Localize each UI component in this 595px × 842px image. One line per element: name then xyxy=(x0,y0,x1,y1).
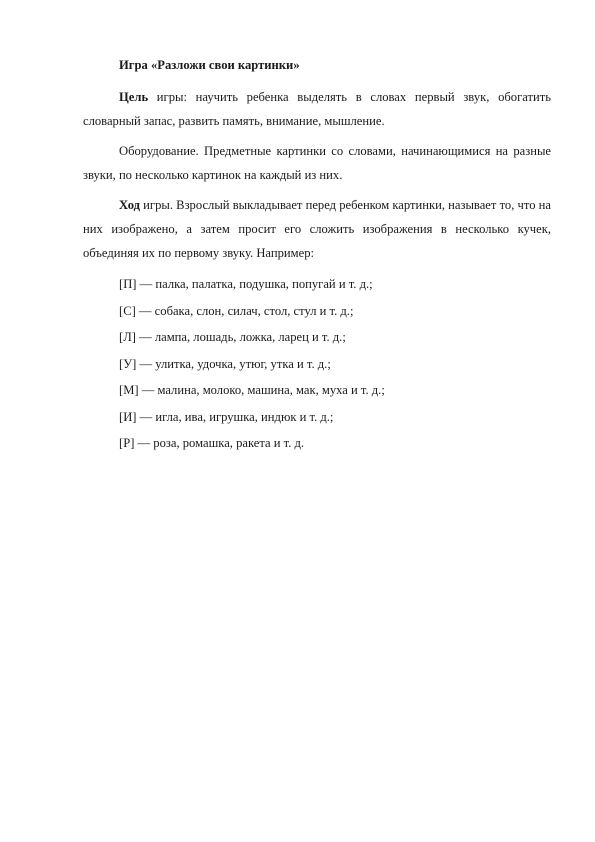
document-body xyxy=(83,55,551,457)
goal-paragraph xyxy=(83,85,551,133)
game-title: Игра «Разложи свои картинки» xyxy=(119,58,300,72)
procedure-text: игры. Взрослый выкладывает перед ребенком картинки, называет то, что на них изображено, а затем просит его сложить изображения в несколько кучек, объединяя их по первому звуку. Например: xyxy=(83,198,551,260)
procedure-lead-word: Ход xyxy=(119,198,141,212)
example-item-p: [П] — палка, палатка, подушка, попугай и т. д.; xyxy=(119,277,373,291)
equipment-paragraph xyxy=(83,139,551,187)
goal-lead-word: Цель xyxy=(119,90,149,104)
goal-text: игры: научить ребенка выделять в словах первый звук, обогатить словарный запас, развить память, внимание, мышление. xyxy=(83,90,551,128)
example-item-s: [С] — собака, слон, силач, стол, стул и т. д.; xyxy=(119,303,354,318)
example-item-u: [У] — улитка, удочка, утюг, утка и т. д.; xyxy=(119,356,331,371)
example-item-r: [Р] — роза, ромашка, ракета и т. д. xyxy=(119,436,305,450)
example-item-m: [М] — малина, молоко, машина, мак, муха и т. д.; xyxy=(119,383,385,397)
examples-list xyxy=(83,271,551,457)
procedure-paragraph xyxy=(83,193,551,265)
example-item-i: [И] — игла, ива, игрушка, индюк и т. д.; xyxy=(119,409,334,424)
example-item-l: [Л] — лампа, лошадь, ложка, ларец и т. д.; xyxy=(119,330,346,344)
equipment-text: Оборудование. Предметные картинки со словами, начинающимися на разные звуки, по несколько картинок на каждый из них. xyxy=(83,144,551,182)
